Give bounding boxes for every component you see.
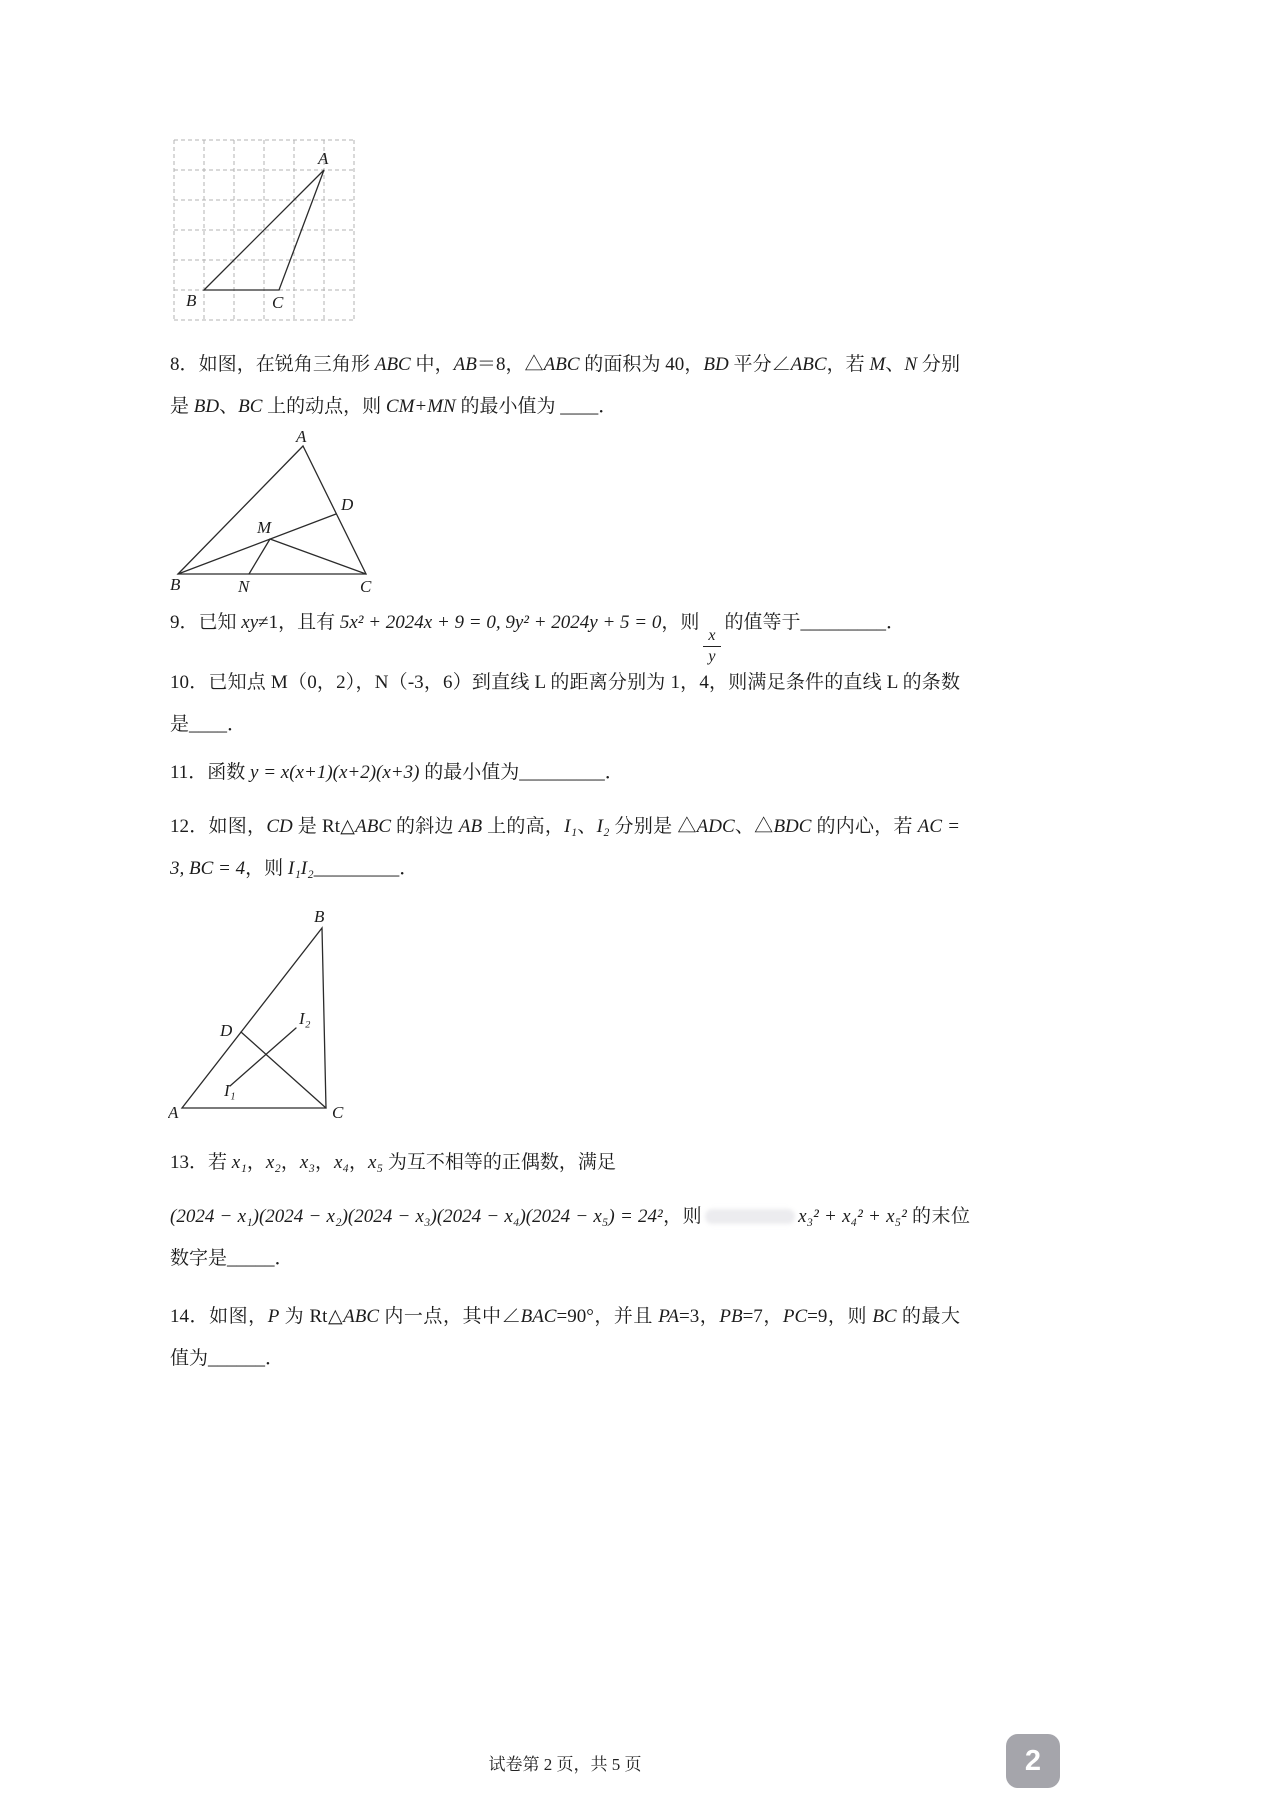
- point-label-d: D: [341, 495, 354, 514]
- vertex-label-a: A: [168, 1103, 179, 1122]
- question-13-line2: [170, 1196, 970, 1280]
- point-label-m: M: [257, 518, 272, 537]
- vertex-label-b: B: [186, 291, 197, 310]
- vertex-label-b: B: [170, 575, 181, 594]
- question-10: 10．已知点 M（0，2），N（-3，6）到直线 L 的距离分别为 1，4，则满足条件的直线 L 的条数是____．: [170, 672, 960, 735]
- segment-mn: [249, 539, 270, 574]
- q8-triangle-figure: [170, 430, 405, 598]
- question-9: [170, 602, 1000, 667]
- incenter-label-i1: I₁: [224, 1081, 236, 1100]
- vertex-label-c: C: [332, 1103, 344, 1122]
- question-13-text-post: x₃² + x₄² + x₅² 的末位数字是_____．: [170, 1206, 970, 1269]
- segment-i1-i2: [230, 1028, 296, 1086]
- vertex-label-a: A: [318, 149, 329, 168]
- vertex-label-b: B: [314, 908, 325, 926]
- question-9-text-pre: 9．已知 xy≠1，且有 5x² + 2024x + 9 = 0, 9y² + 2024y + 5 = 0，则: [170, 612, 700, 633]
- vertex-label-c: C: [272, 293, 284, 312]
- page-footer: 试卷第 2 页，共 5 页: [488, 1755, 642, 1774]
- triangle-abc-shape: [178, 446, 366, 574]
- page-number-badge: 2: [1006, 1734, 1060, 1788]
- vertex-label-a: A: [296, 430, 307, 446]
- grid-triangle-figure: [172, 138, 367, 333]
- triangle-abc-shape: [204, 170, 324, 290]
- question-12: 12．如图，CD 是 Rt△ABC 的斜边 AB 上的高，I₁、I₂ 分别是 △ADC、△BDC 的内心，若 AC = 3, BC = 4，则 I₁I₂_________．: [170, 816, 960, 879]
- altitude-dc: [241, 1032, 326, 1108]
- fraction-x-over-y: [703, 627, 720, 667]
- question-8: 8．如图，在锐角三角形 ABC 中，AB＝8，△ABC 的面积为 40，BD 平分∠ABC，若 M、N 分别是 BD、BC 上的动点，则 CM+MN 的最小值为 ____．: [170, 354, 960, 417]
- question-13-line1: 13．若 x₁，x₂，x₃，x₄，x₅ 为互不相等的正偶数，满足: [170, 1152, 616, 1173]
- fraction-numerator: x: [703, 627, 720, 647]
- redacted-smudge: [706, 1210, 794, 1223]
- vertex-label-c: C: [360, 577, 372, 596]
- point-label-n: N: [238, 577, 250, 596]
- question-14: 14．如图，P 为 Rt△ABC 内一点，其中∠BAC=90°，并且 PA=3，PB=7，PC=9，则 BC 的最大值为______．: [170, 1306, 960, 1369]
- question-9-text-post: 的值等于_________．: [724, 612, 906, 633]
- question-13-formula: (2024 − x₁)(2024 − x₂)(2024 − x₃)(2024 − x₄)(2024 − x₅) = 24²，则: [170, 1206, 703, 1227]
- q12-right-triangle-figure: [168, 908, 358, 1123]
- question-11: 11．函数 y = x(x+1)(x+2)(x+3) 的最小值为_________．: [170, 762, 624, 783]
- incenter-label-i2: I₂: [299, 1009, 311, 1028]
- point-label-d: D: [220, 1021, 233, 1040]
- fraction-denominator: y: [708, 648, 716, 666]
